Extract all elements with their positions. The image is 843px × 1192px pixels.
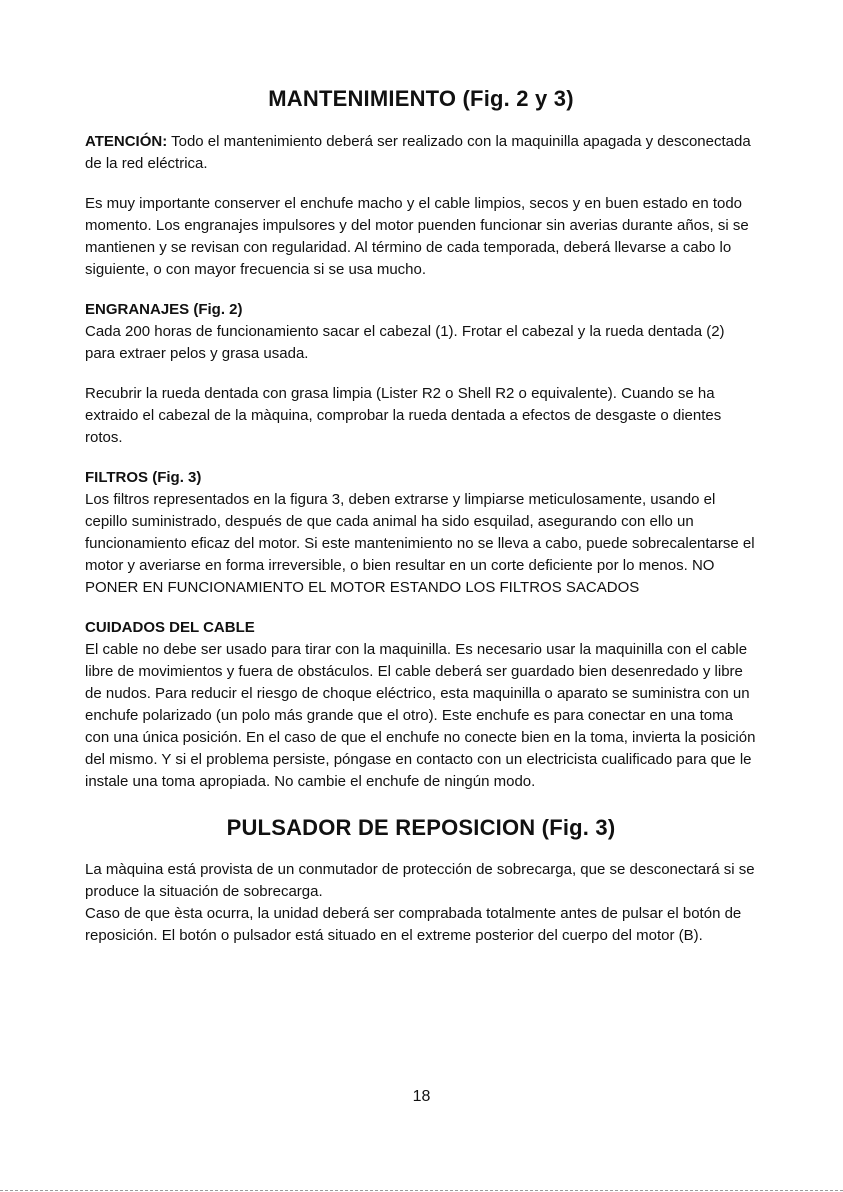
bottom-divider <box>0 1190 843 1191</box>
gears-paragraph-1: Cada 200 horas de funcionamiento sacar el cabezal (1). Frotar el cabezal y la rueda dentada (2) para extraer pelos y grasa usada. <box>85 323 725 362</box>
document-page <box>85 84 757 947</box>
attention-paragraph <box>85 131 757 175</box>
reset-title: PULSADOR DE REPOSICION (Fig. 3) <box>226 815 616 840</box>
cable-paragraph: El cable no debe ser usado para tirar con la maquinilla. Es necesario usar la maquinilla con el cable libre de movimientos y fuera de obstáculos. El cable deberá ser guardado bien desenredado y libre de nudos. Para reducir el riesgo de choque eléctrico, esta maquinilla o aparato se suministra con un enchufe polarizado (un polo más grande que el otro). Este enchufe es para conectar en una toma con una única posición. En el caso de que el enchufe no conecte bien en la toma, invierta la posición del mismo. Y si el problema persiste, póngase en contacto con un electricista cualificado para que le instale una toma apropiada. No cambie el enchufe de ningún modo. <box>85 641 756 790</box>
reset-paragraph-2: Caso de que èsta ocurra, la unidad deberá ser comprabada totalmente antes de pulsar el botón de reposición. El botón o pulsador está situado en el extreme posterior del cuerpo del motor (B). <box>85 905 742 944</box>
filters-heading: FILTROS (Fig. 3) <box>85 469 202 486</box>
reset-paragraph-1: La màquina está provista de un conmutador de protección de sobrecarga, que se desconectará si se produce la situación de sobrecarga. <box>85 861 755 900</box>
cable-heading: CUIDADOS DEL CABLE <box>85 619 255 636</box>
filters-paragraph: Los filtros representados en la figura 3, deben extrarse y limpiarse meticulosamente, usando el cepillo suministrado, después de que cada animal ha sido esquilad, asegurando con ello un funcionamiento eficaz del motor. Si este mantenimiento no se lleva a cabo, puede sobrecalentarse el motor y averiarse en forma irreversible, o bien resultar en un corte deficiente por lo menos. NO PONER EN FUNCIONAMIENTO EL MOTOR ESTANDO LOS FILTROS SACADOS <box>85 491 755 596</box>
intro-paragraph: Es muy importante conserver el enchufe macho y el cable limpios, secos y en buen estado en todo momento. Los engranajes impulsores y del motor puenden funcionar sin averias durante años, si se mantienen y se revisan con regularidad. Al término de cada temporada, deberá llevarse a cabo lo siguiente, o con mayor frecuencia si se usa mucho. <box>85 195 749 278</box>
attention-label: ATENCIÓN: <box>85 133 168 150</box>
gears-paragraph-2: Recubrir la rueda dentada con grasa limpia (Lister R2 o Shell R2 o equivalente). Cuando se ha extraido el cabezal de la màquina, comprobar la rueda dentada a efectos de desgaste o dientes rotos. <box>85 385 722 446</box>
gears-heading: ENGRANAJES (Fig. 2) <box>85 301 243 318</box>
page-number: 18 <box>412 1088 431 1105</box>
page-title: MANTENIMIENTO (Fig. 2 y 3) <box>268 86 574 111</box>
attention-text: Todo el mantenimiento deberá ser realizado con la maquinilla apagada y desconectada de la red eléctrica. <box>85 133 751 172</box>
